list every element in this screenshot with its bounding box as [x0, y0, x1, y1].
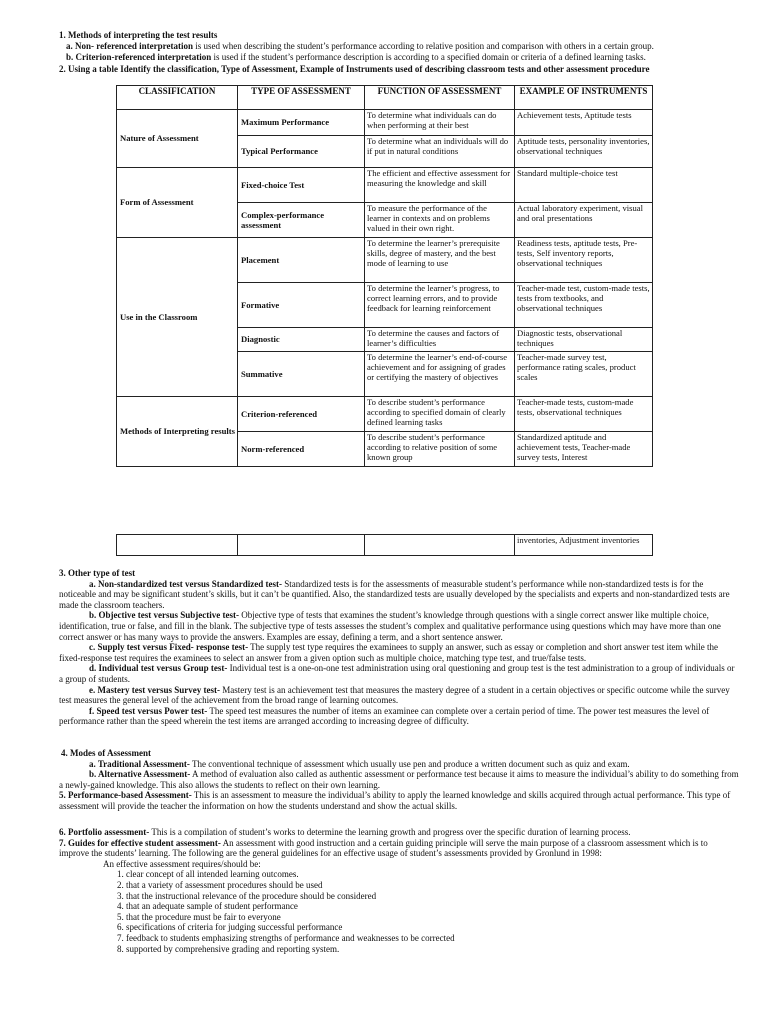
- section3: [59, 568, 739, 727]
- section6: 6. Portfolio assessment- This is a compilation of student’s works to determine the learning growth and progress over the specific duration of learning process.: [59, 827, 631, 837]
- section3-heading: 3. Other type of test: [59, 568, 136, 578]
- example-cell: Readiness tests, aptitude tests, Pre-tests, Self inventory reports, observational techniques: [515, 238, 653, 283]
- list-item: 6. specifications of criteria for judging successful performance: [117, 922, 343, 933]
- function-cell: To determine what an individuals will do if put in natural conditions: [365, 136, 515, 168]
- type-cell: Fixed-choice Test: [238, 168, 365, 203]
- section7: 7. Guides for effective student assessment- An assessment with good instruction and a certain guiding principle will serve the main purpose of a classroom assessment which is to improve the students’ learning. The following are the general guidelines for an effective usage of student’s assessments provided by Gronlund in 1998:: [59, 837, 708, 859]
- section3-item-b: b. Objective test versus Subjective test- Objective type of tests that examines the student’s knowledge through questions with a single correct answer like multiple choice, identification, true or false, and fill in the blank. The subjective type of tests assesses the student’s complex and qualitative performance using questions which may have more than one correct answer or has many ways to provide the answers. Examples are essay, defining a term, and a short sentence answer.: [59, 610, 721, 642]
- table-row: [117, 397, 653, 432]
- list-item: 3. that the instructional relevance of the procedure should be considered: [117, 890, 377, 901]
- header-classification: CLASSIFICATION: [117, 86, 238, 110]
- list-item: 2. that a variety of assessment procedures should be used: [117, 879, 323, 890]
- section4-item-a: a. Traditional Assessment- The conventional technique of assessment which usually use pen and produce a written document such as quiz and exam.: [89, 758, 630, 769]
- continuation-table: [116, 534, 653, 556]
- list-item: 5. that the procedure must be fair to everyone: [117, 911, 281, 922]
- assessment-table: [116, 85, 653, 467]
- type-cell: Placement: [238, 238, 365, 283]
- header-example: EXAMPLE OF INSTRUMENTS: [515, 86, 653, 110]
- type-cell: Maximum Performance: [238, 110, 365, 136]
- section4-heading: 4. Modes of Assessment: [61, 748, 151, 758]
- function-cell: To determine the learner’s end-of-course achievement and for assigning of grades or certifying the mastery of objectives: [365, 352, 515, 397]
- type-cell: Criterion-referenced: [238, 397, 365, 432]
- classification-cell: Form of Assessment: [117, 168, 238, 238]
- table-row: [117, 168, 653, 203]
- section5: 5. Performance-based Assessment- This is an assessment to measure the individual’s ability to apply the learned knowledge and skills acquired through actual performance. This type of assessment will provide the teacher the information on how the students understand and show the actual skills.: [59, 790, 731, 811]
- list-item: 8. supported by comprehensive grading and reporting system.: [117, 943, 340, 954]
- function-cell: To describe student’s performance according to relative position of some known group: [365, 432, 515, 467]
- function-cell: To determine the learner’s progress, to correct learning errors, and to provide feedback for learning reinforcement: [365, 283, 515, 328]
- type-cell: Formative: [238, 283, 365, 328]
- function-cell: To determine the learner’s prerequisite skills, degree of mastery, and the best mode of learning to use: [365, 238, 515, 283]
- type-cell: Summative: [238, 352, 365, 397]
- type-cell: Typical Performance: [238, 136, 365, 168]
- section1-heading: 1. Methods of interpreting the test results: [59, 30, 218, 40]
- section1-item-b: b. Criterion-referenced interpretation is used if the student’s performance description is according to a specified domain or criteria of a defined learning tasks.: [66, 52, 646, 62]
- example-cell: Achievement tests, Aptitude tests: [515, 110, 653, 136]
- example-cell: inventories, Adjustment inventories: [515, 535, 653, 556]
- function-cell: The efficient and effective assessment for measuring the knowledge and skill: [365, 168, 515, 203]
- table-row: [117, 535, 653, 556]
- example-cell: Teacher-made test, custom-made tests, tests from textbooks, and observational techniques: [515, 283, 653, 328]
- type-cell: Diagnostic: [238, 328, 365, 352]
- example-cell: Actual laboratory experiment, visual and oral presentations: [515, 203, 653, 238]
- header-function: FUNCTION OF ASSESSMENT: [365, 86, 515, 110]
- section3-item-a: a. Non-standardized test versus Standardized test- Standardized tests is for the assessments of measurable student’s performance while non-standardized tests is for the noticeable and may be significant student’s skills, but it can’t be quantified. Also, the standardized tests are usually developed by the specialists and experts and non-standardized tests are made the classroom teachers.: [59, 578, 730, 610]
- function-cell: To determine what individuals can do when performing at their best: [365, 110, 515, 136]
- function-cell: To determine the causes and factors of learner’s difficulties: [365, 328, 515, 352]
- example-cell: Standardized aptitude and achievement tests, Teacher-made survey tests, Interest: [515, 432, 653, 467]
- section4-item-b: b. Alternative Assessment- A method of evaluation also called as authentic assessment or performance test because it aims to measure the individual’s ability to do something from a newly-gained knowledge. This also allows the students to reflect on their own learning.: [59, 769, 739, 790]
- example-cell: Teacher-made survey test, performance rating scales, product scales: [515, 352, 653, 397]
- section6-7: [59, 827, 739, 954]
- table-row: [117, 238, 653, 283]
- function-cell: To measure the performance of the learner in contexts and on problems valued in their own right.: [365, 203, 515, 238]
- section3-item-c: c. Supply test versus Fixed- response test- The supply test type requires the examinees to supply an answer, such as essay or completion and short answer test item while the fixed-response test requires the examinees to select an answer from a given option such as multiple choice, matching type test, and true/false tests.: [59, 642, 718, 663]
- classification-cell: Methods of Interpreting results: [117, 397, 238, 467]
- list-item: 7. feedback to students emphasizing strengths of performance and weaknesses to be corrected: [117, 932, 455, 943]
- list-item: 1. clear concept of all intended learning outcomes.: [117, 869, 299, 880]
- section3-item-d: d. Individual test versus Group test- Individual test is a one-on-one test administration using oral questioning and group test is the test administration to a group of individuals or a group of students.: [59, 663, 735, 684]
- list-item: 4. that an adequate sample of student performance: [117, 901, 298, 912]
- header-type: TYPE OF ASSESSMENT: [238, 86, 365, 110]
- classification-cell: Use in the Classroom: [117, 238, 238, 397]
- type-cell: Norm-referenced: [238, 432, 365, 467]
- section3-item-e: e. Mastery test versus Survey test- Mastery test is an achievement test that measures the mastery degree of a student in a certain objectives or specific outcome while the survey test measures the general level of the achievement from the broad range of learning outcomes.: [59, 684, 730, 706]
- section7-intro: An effective assessment requires/should be:: [103, 858, 261, 869]
- example-cell: Aptitude tests, personality inventories, observational techniques: [515, 136, 653, 168]
- section2-heading: 2. Using a table Identify the classification, Type of Assessment, Example of Instruments used of describing classroom tests and other assessment procedure: [59, 64, 650, 74]
- type-cell: Complex-performance assessment: [238, 203, 365, 238]
- table-row: [117, 110, 653, 136]
- section1-item-a: a. Non- referenced interpretation is used when describing the student’s performance according to relative position and comparison with others in a certain group.: [66, 41, 654, 51]
- classification-cell: Nature of Assessment: [117, 110, 238, 168]
- example-cell: Standard multiple-choice test: [515, 168, 653, 203]
- section3-item-f: f. Speed test versus Power test- The speed test measures the number of items an examinee can complete over a certain period of time. The power test measures the level of performance rather than the speed wherein the test items are arranged according to increasing degree of difficulty.: [59, 705, 710, 727]
- function-cell: To describe student’s performance according to specified domain of clearly defined learning tasks: [365, 397, 515, 432]
- section4: [59, 748, 739, 812]
- example-cell: Diagnostic tests, observational techniques: [515, 328, 653, 352]
- guidelines-list: [59, 869, 739, 954]
- example-cell: Teacher-made tests, custom-made tests, observational techniques: [515, 397, 653, 432]
